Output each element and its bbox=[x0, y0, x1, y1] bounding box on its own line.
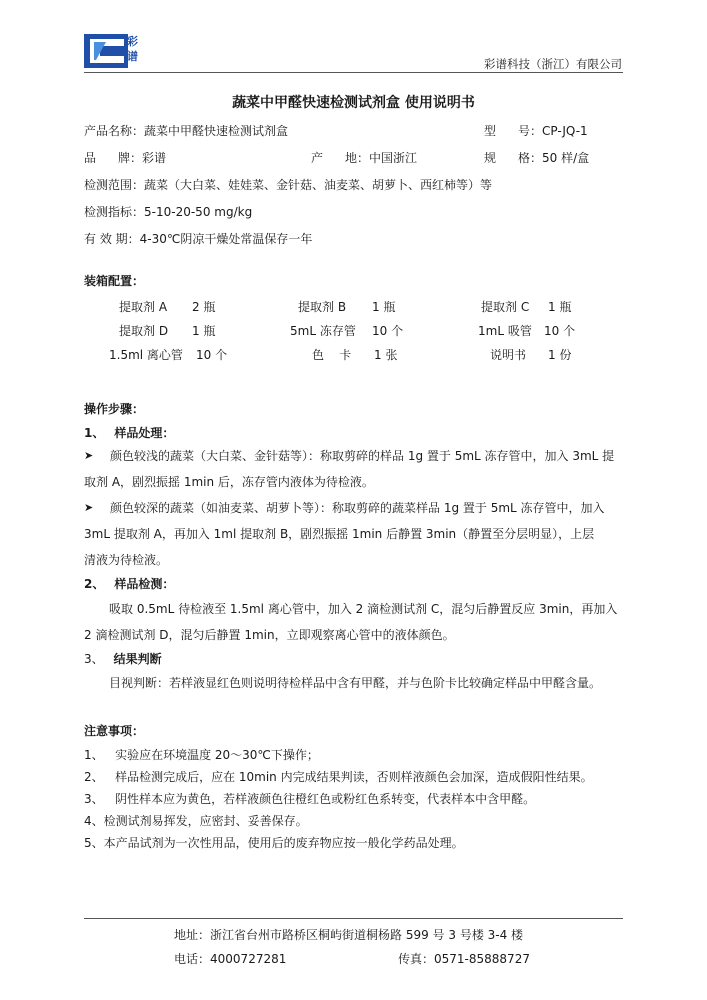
step-1-bullet-2-line-2: 3mL 提取剂 A，再加入 1ml 提取剂 B，剧烈振摇 1min 后静置 3min（静置至分层明显），上层 bbox=[84, 527, 595, 541]
kit-item: 1.5ml 离心管 bbox=[109, 348, 183, 362]
kit-item: 提取剂 B bbox=[298, 300, 347, 314]
company-name: 彩谱科技（浙江）有限公司 bbox=[484, 57, 622, 71]
kit-qty: 2 瓶 bbox=[192, 300, 216, 314]
detection-range-row: 检测范围：蔬菜（大白菜、娃娃菜、金针菇、油麦菜、胡萝卜、西红柿等）等 bbox=[84, 178, 493, 192]
model-row: 型 号：CP-JQ-1 bbox=[484, 124, 588, 138]
header-divider bbox=[84, 72, 623, 73]
note-1: 1、 实验应在环境温度 20～30℃下操作； bbox=[84, 748, 319, 762]
footer-address: 地址：浙江省台州市路桥区桐屿街道桐杨路 599 号 3 号楼 3-4 楼 bbox=[174, 928, 524, 942]
kit-item: 提取剂 C bbox=[481, 300, 530, 314]
kit-item: 说明书 bbox=[490, 348, 527, 362]
note-4: 4、检测试剂易挥发，应密封、妥善保存。 bbox=[84, 814, 308, 828]
kit-qty: 10 个 bbox=[544, 324, 576, 338]
step-1-bullet-2-line-1: 颜色较深的蔬菜（如油麦菜、胡萝卜等）：称取剪碎的蔬菜样品 1g 置于 5mL 冻存管中，加入 bbox=[110, 501, 605, 515]
footer-phone: 电话：4000727281 bbox=[174, 952, 287, 966]
notes-heading: 注意事项： bbox=[84, 724, 145, 738]
kit-item: 提取剂 D bbox=[119, 324, 169, 338]
kit-item: 提取剂 A bbox=[119, 300, 168, 314]
step-2-heading: 2、 样品检测： bbox=[84, 577, 175, 591]
step-1-heading: 1、 样品处理： bbox=[84, 426, 175, 440]
footer-fax: 传真：0571-85888727 bbox=[398, 952, 530, 966]
kit-item: 1mL 吸管 bbox=[478, 324, 532, 338]
kit-qty: 1 份 bbox=[548, 348, 572, 362]
step-2-line-1: 吸取 0.5mL 待检液至 1.5ml 离心管中，加入 2 滴检测试剂 C，混匀后静置反应 3min，再加入 bbox=[109, 602, 618, 616]
kit-item: 5mL 冻存管 bbox=[290, 324, 356, 338]
step-2-line-2: 2 滴检测试剂 D，混匀后静置 1min，立即观察离心管中的液体颜色。 bbox=[84, 628, 455, 642]
kit-qty: 1 瓶 bbox=[548, 300, 572, 314]
kit-item: 色 卡 bbox=[312, 348, 352, 362]
kit-heading: 装箱配置： bbox=[84, 274, 145, 288]
note-3: 3、 阴性样本应为黄色，若样液颜色往橙红色或粉红色系转变，代表样本中含甲醛。 bbox=[84, 792, 536, 806]
step-1-bullet-2-line-3: 清液为待检液。 bbox=[84, 553, 169, 567]
note-5: 5、本产品试剂为一次性用品，使用后的废弃物应按一般化学药品处理。 bbox=[84, 836, 464, 850]
logo-text: 彩 谱 bbox=[127, 35, 138, 63]
footer-divider bbox=[84, 918, 623, 919]
validity-row: 有 效 期：4-30℃阴凉干燥处常温保存一年 bbox=[84, 232, 313, 246]
page-title: 蔬菜中甲醛快速检测试剂盒 使用说明书 bbox=[232, 95, 475, 111]
kit-qty: 10 个 bbox=[196, 348, 228, 362]
kit-qty: 1 张 bbox=[374, 348, 398, 362]
step-1-bullet-1-line-2: 取剂 A，剧烈振摇 1min 后，冻存管内液体为待检液。 bbox=[84, 475, 374, 489]
step-3-heading: 3、 结果判断 bbox=[84, 652, 162, 666]
brand-row: 品 牌：彩谱 bbox=[84, 151, 167, 165]
spec-row: 规 格：50 样/盒 bbox=[484, 151, 590, 165]
company-logo-icon bbox=[84, 34, 128, 68]
arrow-bullet-icon: ➤ bbox=[84, 449, 94, 462]
kit-qty: 1 瓶 bbox=[372, 300, 396, 314]
detection-index-row: 检测指标：5-10-20-50 mg/kg bbox=[84, 205, 253, 219]
note-2: 2、 样品检测完成后，应在 10min 内完成结果判读，否则样液颜色会加深，造成假阳性结果。 bbox=[84, 770, 593, 784]
product-name-row: 产品名称：蔬菜中甲醛快速检测试剂盒 bbox=[84, 124, 289, 138]
kit-qty: 1 瓶 bbox=[192, 324, 216, 338]
arrow-bullet-icon: ➤ bbox=[84, 501, 94, 514]
step-1-bullet-1-line-1: 颜色较浅的蔬菜（大白菜、金针菇等）：称取剪碎的样品 1g 置于 5mL 冻存管中，加入 3mL 提 bbox=[110, 449, 615, 463]
step-3-line-1: 目视判断：若样液显红色则说明待检样品中含有甲醛，并与色阶卡比较确定样品中甲醛含量。 bbox=[109, 676, 602, 690]
steps-heading: 操作步骤： bbox=[84, 402, 145, 416]
kit-qty: 10 个 bbox=[372, 324, 404, 338]
origin-row: 产 地：中国浙江 bbox=[311, 151, 418, 165]
